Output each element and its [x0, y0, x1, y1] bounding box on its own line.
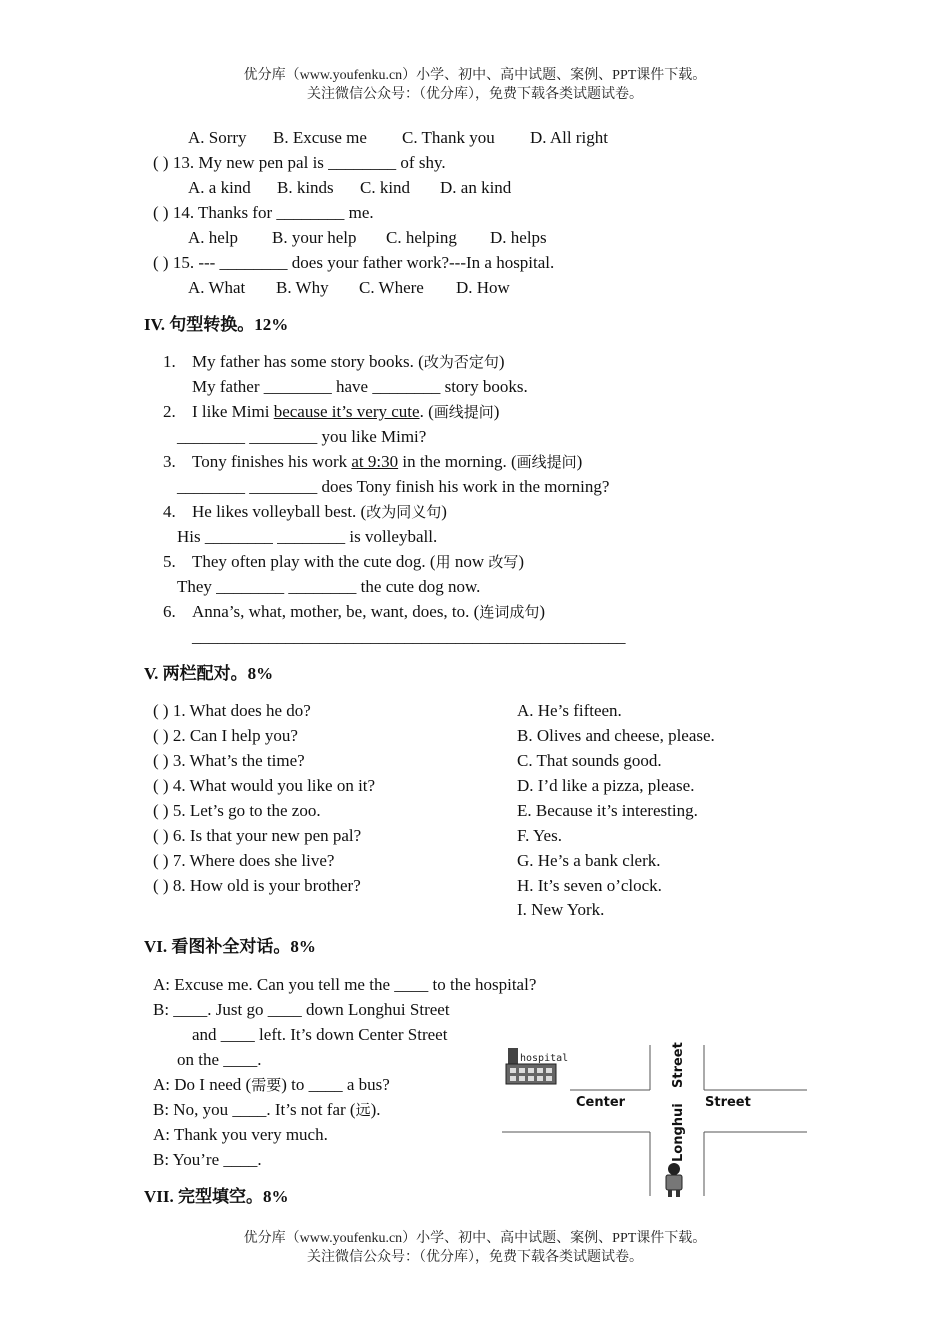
header-line-1: 优分库（www.youfenku.cn）小学、初中、高中试题、案例、PPT课件下载。 [243, 68, 707, 83]
s4-item-6-text: Anna’s, what, mother, be, want, does, to. ( [192, 602, 480, 621]
s4-item-6-answer: ___________________________________________________ [192, 627, 626, 646]
q13-option-b: B. kinds [277, 178, 334, 197]
s5-left-3: ( ) 3. What’s the time? [153, 751, 305, 770]
header-line-2: 关注微信公众号：（优分库），免费下载各类试题试卷。 [307, 87, 643, 102]
q14-option-c: C. helping [386, 228, 457, 247]
s4-item-6-instruction: 连词成句 [479, 603, 540, 621]
dialog-line-2: B: ____. Just go ____ down Longhui Street [153, 1000, 450, 1019]
s5-left-7: ( ) 7. Where does she live? [153, 851, 335, 870]
section-6-title: VI. 看图补全对话。8% [144, 937, 316, 956]
s4-item-2-mid: . ( [419, 402, 434, 421]
dialog-line-6 [153, 1100, 381, 1120]
section-5-title: V. 两栏配对。8% [144, 664, 274, 683]
s4-item-2-text: I like Mimi [192, 402, 274, 421]
s4-item-6 [163, 602, 545, 622]
s4-item-2-underlined: because it’s very cute [273, 402, 420, 421]
map-label-street-horizontal: Street [705, 1095, 751, 1110]
dialog-line-4: on the ____. [177, 1050, 262, 1069]
q15-option-b: B. Why [276, 278, 329, 297]
q13-option-a: A. a kind [188, 178, 251, 197]
q14-options [188, 228, 547, 248]
section-7-title: VII. 完型填空。8% [144, 1187, 289, 1206]
s5-right-f: F. Yes. [517, 826, 562, 845]
q15-option-a: A. What [188, 278, 246, 297]
s4-item-4-num: 4. [163, 502, 176, 521]
q12-option-c: C. Thank you [402, 128, 495, 147]
s4-item-3-close: ) [576, 452, 583, 471]
q12-options [188, 128, 608, 148]
s5-right-g: G. He’s a bank clerk. [517, 851, 661, 870]
s4-item-3-answer: ________ ________ does Tony finish his work in the morning? [177, 477, 610, 496]
s4-item-3 [163, 452, 582, 472]
s4-item-4-answer: His ________ ________ is volleyball. [177, 527, 438, 546]
map-label-street-vertical: Street [671, 1042, 686, 1088]
s4-item-1-close: ) [498, 352, 505, 371]
s5-left-1: ( ) 1. What does he do? [153, 701, 311, 720]
s5-right-b: B. Olives and cheese, please. [517, 726, 715, 745]
s4-item-5-text: They often play with the cute dog. ( [192, 552, 436, 571]
dialog-line-7: A: Thank you very much. [153, 1125, 328, 1144]
dialog-line-6-b: ). [370, 1100, 381, 1119]
s4-item-1-instruction: 改为否定句 [423, 353, 499, 371]
s4-item-3-underlined: at 9:30 [351, 452, 399, 471]
q15-options [188, 278, 510, 298]
q14-option-b: B. your help [272, 228, 357, 247]
q15-option-d: D. How [456, 278, 510, 297]
s4-item-1 [163, 352, 505, 372]
s4-item-3-text: Tony finishes his work [192, 452, 352, 471]
s4-item-6-close: ) [539, 602, 546, 621]
s4-item-5-instruction-2: 改写 [488, 553, 519, 571]
q13-stem: ( ) 13. My new pen pal is ________ of shy. [153, 153, 446, 172]
dialog-line-6-a: B: No, you ____. It’s not far ( [153, 1100, 356, 1119]
q14-stem: ( ) 14. Thanks for ________ me. [153, 203, 374, 222]
dialog-line-5-b: ) to ____ a bus? [281, 1075, 390, 1094]
section-4-title: IV. 句型转换。12% [144, 315, 289, 334]
q15-option-c: C. Where [359, 278, 424, 297]
s5-right-d: D. I’d like a pizza, please. [517, 776, 695, 795]
q12-option-b: B. Excuse me [273, 128, 367, 147]
footer-line-1: 优分库（www.youfenku.cn）小学、初中、高中试题、案例、PPT课件下载。 [243, 1231, 707, 1246]
q12-option-d: D. All right [530, 128, 608, 147]
person-icon [666, 1163, 682, 1197]
s5-left-8: ( ) 8. How old is your brother? [153, 876, 361, 895]
s4-item-2 [163, 402, 499, 422]
s4-item-1-text: My father has some story books. ( [192, 352, 424, 371]
s5-right-c: C. That sounds good. [517, 751, 662, 770]
s4-item-3-mid: in the morning. ( [398, 452, 517, 471]
s4-item-3-instruction: 画线提问 [516, 453, 577, 471]
s4-item-5-instruction: 用 [435, 553, 451, 571]
q13-options [188, 178, 511, 198]
s4-item-5 [163, 552, 524, 572]
s5-right-i: I. New York. [517, 900, 605, 919]
dialog-line-8: B: You’re ____. [153, 1150, 262, 1169]
q12-option-a: A. Sorry [188, 128, 247, 147]
s4-item-2-instruction: 画线提问 [433, 403, 494, 421]
s4-item-2-num: 2. [163, 402, 176, 421]
dialog-line-5-zh: 需要 [251, 1076, 282, 1094]
q13-option-c: C. kind [360, 178, 411, 197]
s5-left-5: ( ) 5. Let’s go to the zoo. [153, 801, 321, 820]
s4-item-5-num: 5. [163, 552, 176, 571]
s5-left-6: ( ) 6. Is that your new pen pal? [153, 826, 362, 845]
s4-item-5-now: now [450, 552, 489, 571]
map-label-hospital: hospital [520, 1053, 569, 1064]
q14-option-d: D. helps [490, 228, 547, 247]
s4-item-4 [163, 502, 447, 522]
s4-item-4-instruction: 改为同义句 [366, 503, 442, 521]
s4-item-1-answer: My father ________ have ________ story books. [192, 377, 528, 396]
dialog-line-5 [153, 1075, 390, 1095]
dialog-line-3: and ____ left. It’s down Center Street [192, 1025, 448, 1044]
street-map [502, 1040, 807, 1198]
footer-line-2: 关注微信公众号：（优分库），免费下载各类试题试卷。 [307, 1250, 643, 1265]
map-label-longhui: Longhui [671, 1103, 686, 1162]
s4-item-6-num: 6. [163, 602, 176, 621]
s5-right-e: E. Because it’s interesting. [517, 801, 698, 820]
s4-item-5-answer: They ________ ________ the cute dog now. [177, 577, 481, 596]
s5-left-2: ( ) 2. Can I help you? [153, 726, 298, 745]
s4-item-3-num: 3. [163, 452, 176, 471]
s4-item-4-text: He likes volleyball best. ( [192, 502, 367, 521]
s4-item-1-num: 1. [163, 352, 176, 371]
dialog-line-1: A: Excuse me. Can you tell me the ____ to the hospital? [153, 975, 537, 994]
s4-item-5-close: ) [518, 552, 525, 571]
s4-item-2-answer: ________ ________ you like Mimi? [177, 427, 427, 446]
dialog-line-6-zh: 远 [355, 1101, 371, 1119]
s5-right-h: H. It’s seven o’clock. [517, 876, 662, 895]
map-label-center: Center [576, 1095, 626, 1110]
dialog-line-5-a: A: Do I need ( [153, 1075, 252, 1094]
s4-item-2-close: ) [493, 402, 500, 421]
q13-option-d: D. an kind [440, 178, 512, 197]
s5-right-a: A. He’s fifteen. [517, 701, 622, 720]
s4-item-4-close: ) [441, 502, 447, 521]
q14-option-a: A. help [188, 228, 239, 247]
q15-stem: ( ) 15. --- ________ does your father work?---In a hospital. [153, 253, 555, 272]
s5-left-4: ( ) 4. What would you like on it? [153, 776, 376, 795]
